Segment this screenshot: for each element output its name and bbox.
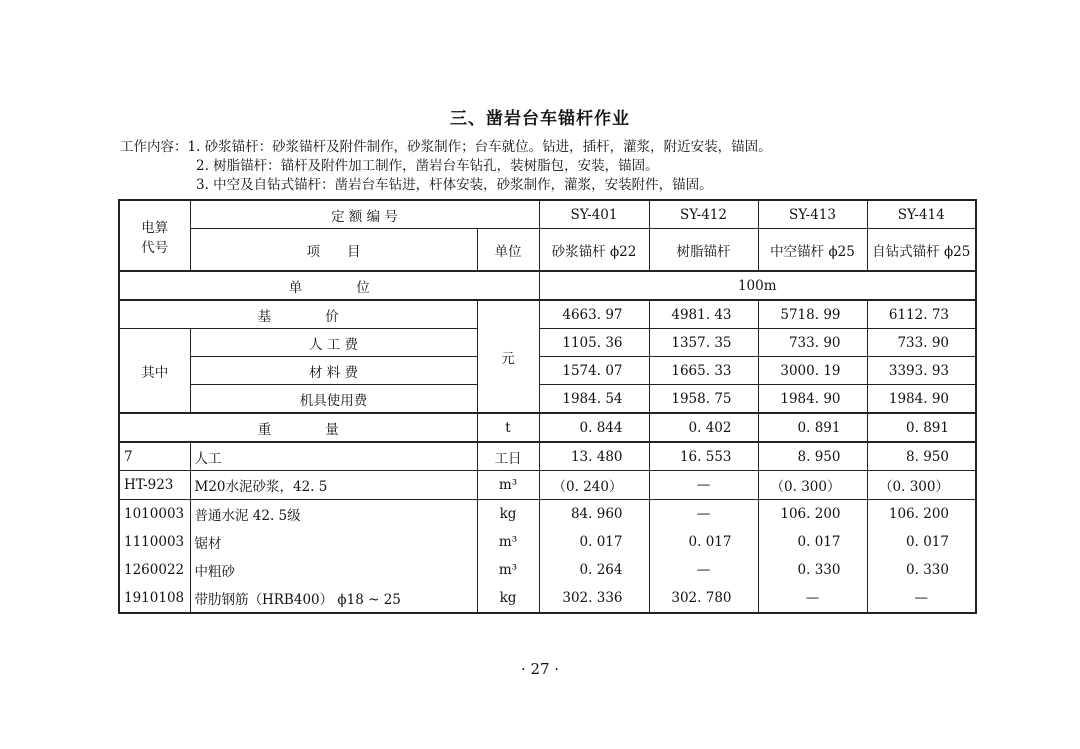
- unit-row-value: 100m: [539, 271, 976, 300]
- quota-name: 自钻式锚杆 ϕ25: [867, 229, 976, 272]
- resource-value: 84. 960: [539, 500, 649, 529]
- resource-value: 0. 264: [539, 556, 649, 584]
- base-price-value: 6112. 73: [867, 300, 976, 329]
- resource-value: —: [649, 556, 758, 584]
- weight-unit: t: [477, 413, 539, 442]
- resource-value: 16. 553: [649, 442, 758, 471]
- resource-value: —: [649, 471, 758, 500]
- resource-value: 13. 480: [539, 442, 649, 471]
- material-value: 1665. 33: [649, 357, 758, 385]
- weight-row: [119, 413, 976, 442]
- page-number: · 27 ·: [520, 660, 560, 678]
- table-row: [119, 556, 976, 584]
- resource-unit: m³: [477, 556, 539, 584]
- unit-row: [119, 271, 976, 300]
- machine-value: 1984. 90: [867, 385, 976, 414]
- unit-row-label: 单 位: [119, 271, 539, 300]
- quota-code: SY-412: [649, 200, 758, 229]
- machine-value: 1984. 90: [758, 385, 867, 414]
- resource-value: 0. 017: [867, 528, 976, 556]
- resource-value: 0. 017: [758, 528, 867, 556]
- labor-row: [119, 329, 976, 357]
- resource-value: 8. 950: [758, 442, 867, 471]
- header-code-l2: 代号: [141, 239, 169, 256]
- resource-name: 人工: [190, 442, 477, 471]
- weight-label: 重 量: [119, 413, 477, 442]
- work-label: 工作内容：: [120, 139, 188, 155]
- material-label: 材 料 费: [190, 357, 477, 385]
- material-row: [119, 357, 976, 385]
- machine-value: 1984. 54: [539, 385, 649, 414]
- table-row: [119, 442, 976, 471]
- resource-value: 106. 200: [867, 500, 976, 529]
- labor-value: 1357. 35: [649, 329, 758, 357]
- yuan-unit: 元: [477, 300, 539, 413]
- resource-name: 中粗砂: [190, 556, 477, 584]
- resource-value: 8. 950: [867, 442, 976, 471]
- table-row: [119, 584, 976, 613]
- work-content: [120, 138, 772, 195]
- header-quota-no: 定 额 编 号: [190, 200, 539, 229]
- page-title: 三、凿岩台车锚杆作业: [450, 109, 630, 129]
- resource-code: HT-923: [119, 471, 190, 500]
- base-price-value: 5718. 99: [758, 300, 867, 329]
- of-which-label: 其中: [119, 329, 190, 414]
- resource-code: 7: [119, 442, 190, 471]
- resource-value: 106. 200: [758, 500, 867, 529]
- resource-name: 带肋钢筋（HRB400） ϕ18 ~ 25: [190, 584, 477, 613]
- labor-label: 人 工 费: [190, 329, 477, 357]
- resource-unit: kg: [477, 584, 539, 613]
- resource-value: 0. 017: [539, 528, 649, 556]
- resource-value: 0. 330: [867, 556, 976, 584]
- resource-code: 1260022: [119, 556, 190, 584]
- resource-unit: 工日: [477, 442, 539, 471]
- table-row: [119, 528, 976, 556]
- material-value: 3000. 19: [758, 357, 867, 385]
- resource-unit: m³: [477, 471, 539, 500]
- resource-unit: m³: [477, 528, 539, 556]
- base-price-row: [119, 300, 976, 329]
- resource-value: （0. 240）: [539, 471, 649, 500]
- material-value: 1574. 07: [539, 357, 649, 385]
- weight-value: 0. 891: [867, 413, 976, 442]
- machine-row: [119, 385, 976, 414]
- resource-value: 0. 017: [649, 528, 758, 556]
- work-item-2: 2. 树脂锚杆：锚杆及附件加工制作，凿岩台车钻孔，装树脂包，安装，锚固。: [196, 158, 659, 174]
- resource-value: —: [649, 500, 758, 529]
- resource-code: 1910108: [119, 584, 190, 613]
- quota-name: 中空锚杆 ϕ25: [758, 229, 867, 272]
- table-row: [119, 500, 976, 529]
- resource-value: —: [758, 584, 867, 613]
- resource-name: 普通水泥 42. 5级: [190, 500, 477, 529]
- header-code-cell: [119, 200, 190, 271]
- header-code-l1: 电算: [141, 219, 169, 236]
- table-row: [119, 471, 976, 500]
- material-value: 3393. 93: [867, 357, 976, 385]
- base-price-value: 4981. 43: [649, 300, 758, 329]
- labor-value: 1105. 36: [539, 329, 649, 357]
- resource-name: 锯材: [190, 528, 477, 556]
- resource-code: 1010003: [119, 500, 190, 529]
- labor-value: 733. 90: [867, 329, 976, 357]
- weight-value: 0. 844: [539, 413, 649, 442]
- resource-value: 0. 330: [758, 556, 867, 584]
- base-price-label: 基 价: [119, 300, 477, 329]
- machine-value: 1958. 75: [649, 385, 758, 414]
- quota-name: 树脂锚杆: [649, 229, 758, 272]
- resource-value: （0. 300）: [867, 471, 976, 500]
- resource-value: （0. 300）: [758, 471, 867, 500]
- resource-unit: kg: [477, 500, 539, 529]
- quota-code: SY-413: [758, 200, 867, 229]
- resource-value: —: [867, 584, 976, 613]
- work-item-1: 1. 砂浆锚杆：砂浆锚杆及附件制作，砂浆制作；台车就位。钻进，插杆，灌浆，附近安装，锚固。: [187, 139, 772, 155]
- header-row-names: [119, 229, 976, 272]
- quota-table: [118, 199, 977, 614]
- resource-value: 302. 336: [539, 584, 649, 613]
- work-line-1: [120, 138, 772, 157]
- work-item-3: 3. 中空及自钻式锚杆：凿岩台车钻进，杆体安装，砂浆制作，灌浆，安装附件，锚固。: [196, 177, 713, 193]
- quota-code: SY-414: [867, 200, 976, 229]
- header-item: 项 目: [190, 229, 477, 272]
- quota-name: 砂浆锚杆 ϕ22: [539, 229, 649, 272]
- weight-value: 0. 402: [649, 413, 758, 442]
- quota-code: SY-401: [539, 200, 649, 229]
- labor-value: 733. 90: [758, 329, 867, 357]
- machine-label: 机具使用费: [190, 385, 477, 414]
- header-row-codes: [119, 200, 976, 229]
- resource-code: 1110003: [119, 528, 190, 556]
- header-unit: 单位: [477, 229, 539, 272]
- weight-value: 0. 891: [758, 413, 867, 442]
- resource-name: M20水泥砂浆，42. 5: [190, 471, 477, 500]
- base-price-value: 4663. 97: [539, 300, 649, 329]
- resource-value: 302. 780: [649, 584, 758, 613]
